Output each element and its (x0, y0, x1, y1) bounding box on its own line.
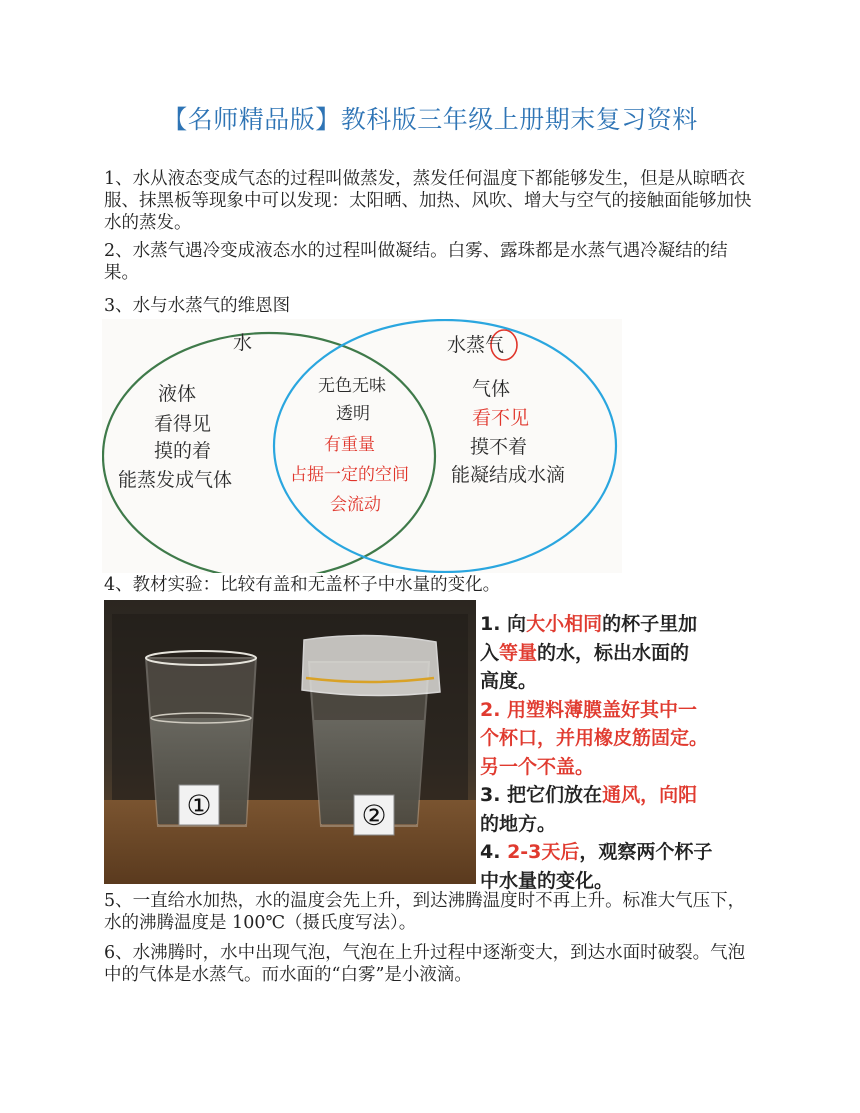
paragraph-boiling-temperature: 5、一直给水加热，水的温度会先上升，到达沸腾温度时不再上升。标准大气压下，水的沸腾温度是 100℃（摄氏度写法）。 (104, 891, 746, 933)
paragraph-evaporation: 1、水从液态变成气态的过程叫做蒸发，蒸发任何温度下都能够发生，但是从晾晒衣服、抹黑板等现象中可以发现：太阳晒、加热、风吹、增大与空气的接触面能够加快水的蒸发。 (104, 169, 752, 233)
paragraph-condensation: 2、水蒸气遇冷变成液态水的过程叫做凝结。白雾、露珠都是水蒸气遇冷凝结的结果。 (104, 241, 728, 283)
venn-right-item: 看不见 (472, 407, 530, 429)
venn-right-title: 水蒸气 (447, 334, 505, 356)
venn-center-item: 透明 (336, 404, 370, 424)
experiment-figure (104, 600, 758, 892)
paragraph-experiment-heading: 4、教材实验：比较有盖和无盖杯子中水量的变化。 (104, 575, 501, 595)
step-1-line-1: 1. 向大小相同的杯子里加 (480, 613, 698, 635)
venn-left-item: 能蒸发成气体 (118, 469, 233, 491)
venn-left-item: 摸的着 (154, 440, 212, 462)
venn-water-circle (103, 333, 435, 573)
step-1-line-2: 入等量的水，标出水面的 (480, 641, 690, 664)
experiment-photo (104, 600, 476, 884)
venn-right-item: 摸不着 (470, 436, 528, 458)
page-title: 【名师精品版】教科版三年级上册期末复习资料 (162, 105, 698, 134)
venn-center-item: 会流动 (330, 495, 381, 515)
step-3-line-2: 的地方。 (480, 812, 557, 835)
experiment-steps (480, 610, 760, 895)
step-2-line-1: 2. 用塑料薄膜盖好其中一 (480, 698, 698, 721)
cup-2-label: ② (361, 799, 387, 832)
venn-left-title: 水 (233, 332, 253, 354)
venn-left-item: 液体 (158, 383, 197, 405)
venn-center-item: 无色无味 (318, 376, 386, 396)
venn-right-item: 气体 (472, 378, 511, 400)
venn-left-item: 看得见 (154, 413, 212, 435)
step-2-line-3: 另一个不盖。 (480, 755, 595, 778)
venn-center-item: 有重量 (324, 435, 375, 455)
step-2-line-2: 个杯口，并用橡皮筋固定。 (480, 727, 709, 749)
step-1-line-3: 高度。 (480, 670, 538, 692)
paragraph-boiling-bubbles: 6、水沸腾时，水中出现气泡，气泡在上升过程中逐渐变大，到达水面时破裂。气泡中的气体是水蒸气。而水面的“白雾”是小液滴。 (104, 943, 746, 985)
paragraph-venn-heading: 3、水与水蒸气的维恩图 (104, 296, 291, 316)
venn-diagram (102, 319, 622, 573)
venn-center-item: 占据一定的空间 (290, 465, 409, 485)
cup-1-label: ① (186, 789, 212, 822)
step-4-line-2: 中水量的变化。 (480, 869, 614, 892)
step-4-line-1: 4. 2-3天后，观察两个杯子 (480, 841, 713, 863)
venn-right-item: 能凝结成水滴 (451, 464, 566, 486)
step-3-line-1: 3. 把它们放在通风，向阳 (480, 784, 698, 806)
